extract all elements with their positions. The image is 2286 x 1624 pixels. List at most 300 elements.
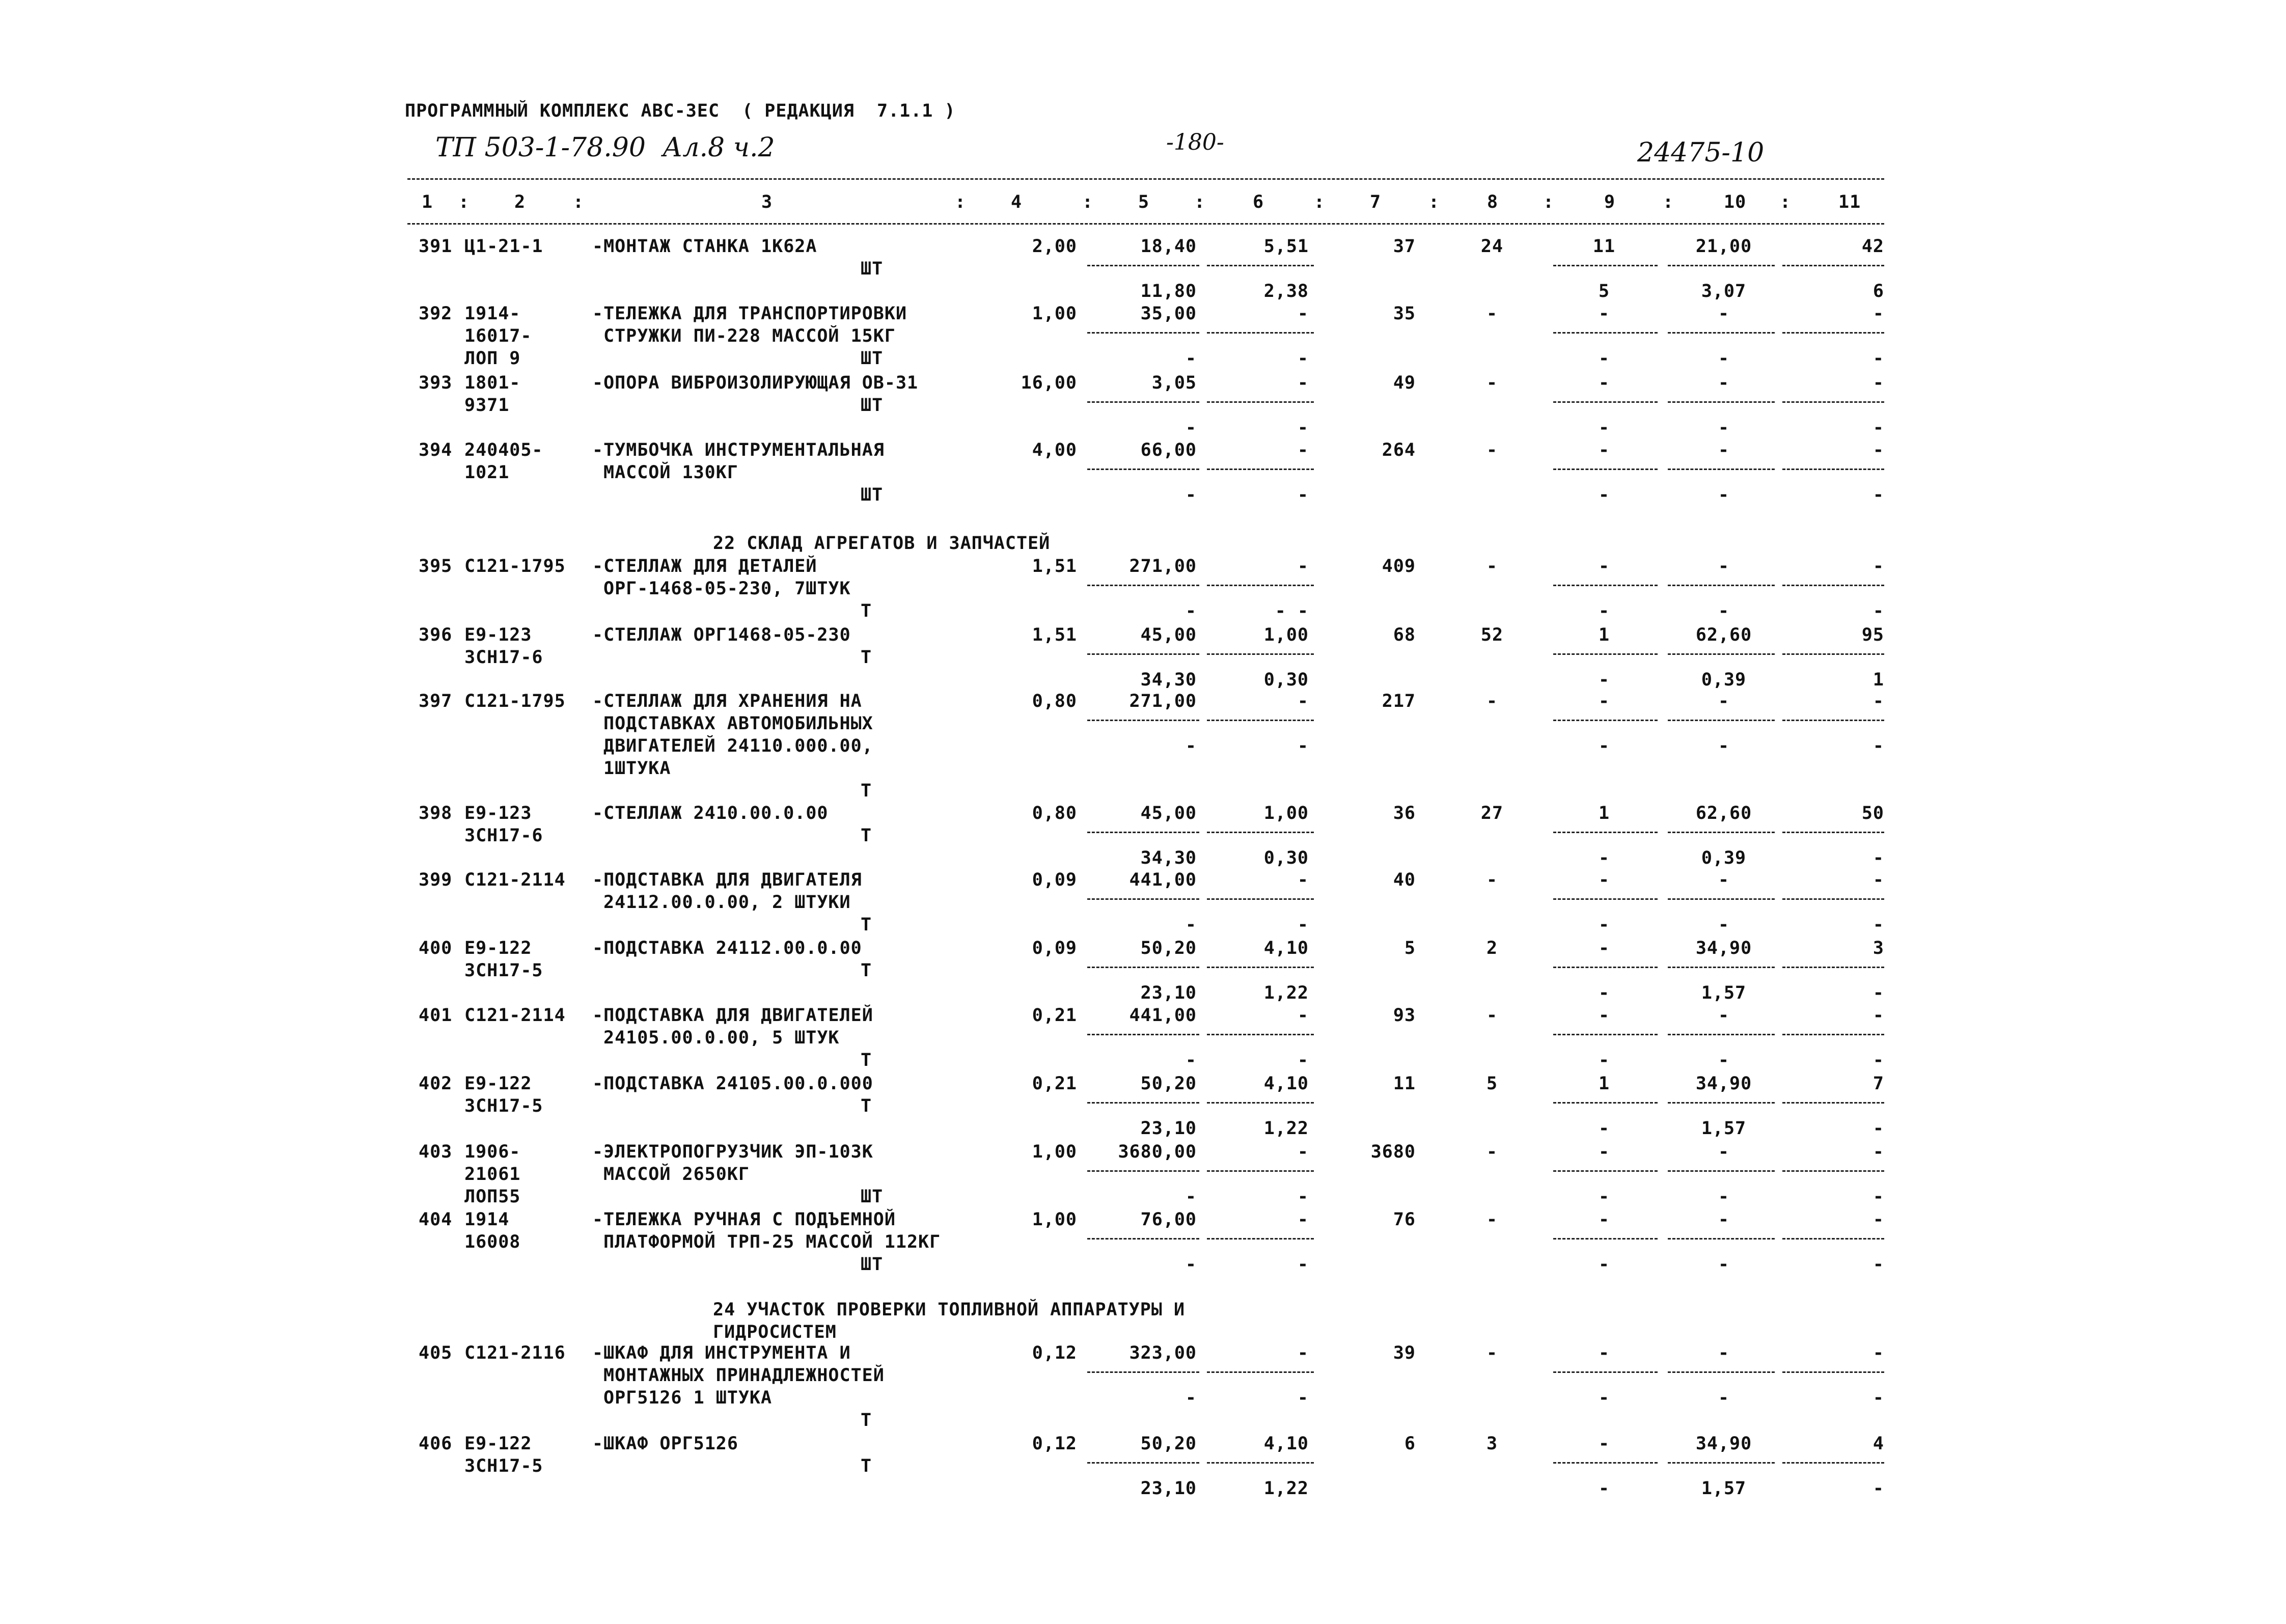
row-sub-c6: - [1297,1187,1309,1207]
row-number: 393 [419,373,453,393]
value-divider [1668,1170,1775,1172]
section-heading-cont: ГИДРОСИСТЕМ [713,1322,837,1342]
row-c10: - [1718,1343,1730,1363]
row-c8: - [1486,1209,1498,1230]
row-c11: - [1872,870,1884,890]
row-sub-c6: 1,22 [1263,1478,1309,1499]
row-description: 24105.00.0.00, 5 ШТУК [603,1028,840,1048]
value-divider [1782,401,1884,403]
value-divider [1553,1371,1658,1373]
row-sub-c10: - [1718,1050,1730,1070]
row-c9: 1 [1598,625,1610,645]
column-separator: : [1780,192,1792,212]
row-sub-c5: 34,30 [1140,670,1197,690]
row-c8: - [1486,373,1498,393]
value-divider [1087,265,1199,266]
row-sub-c9: - [1598,485,1610,505]
row-sub-c10: 1,57 [1701,1478,1747,1499]
row-c6: - [1297,870,1309,890]
column-separator: : [1314,192,1326,212]
row-c9: - [1598,1209,1610,1230]
row-sub-c9: - [1598,983,1610,1003]
row-sub-c10: 0,39 [1701,670,1747,690]
row-code: Е9-122 [464,1434,532,1454]
row-sub-c10: 1,57 [1701,1118,1747,1139]
row-sub-c6: 0,30 [1263,670,1309,690]
column-separator: : [458,192,470,212]
value-divider [1207,1102,1314,1104]
row-c10: 62,60 [1695,803,1752,823]
row-description: -ПОДСТАВКА 24112.00.0.00 [592,938,862,958]
row-c5: 50,20 [1140,1434,1197,1454]
row-c5: 50,20 [1140,1074,1197,1094]
row-description: ПОДСТАВКАХ АВТОМОБИЛЬНЫХ [603,713,873,734]
row-description: 1ШТУКА [603,758,671,779]
row-c8: - [1486,691,1498,711]
page-number: -180- [1166,129,1224,155]
row-quantity: 1,00 [1032,1209,1077,1230]
row-unit: ШТ [861,485,884,505]
row-sub-c10: - [1718,485,1730,505]
row-c9: - [1598,870,1610,890]
column-header-2: 2 [514,192,526,212]
row-c5: 3680,00 [1118,1142,1197,1162]
row-c9: 1 [1598,803,1610,823]
row-unit: Т [861,1096,872,1116]
row-c10: - [1718,304,1730,324]
row-c5: 45,00 [1140,625,1197,645]
row-unit: ШТ [861,395,884,416]
value-divider [1087,832,1199,833]
row-c10: - [1718,870,1730,890]
row-code: 240405- [464,440,543,460]
row-quantity: 0,09 [1032,870,1077,890]
row-quantity: 1,00 [1032,304,1077,324]
value-divider [1782,332,1884,334]
row-c7: 11 [1393,1074,1416,1094]
row-description: -МОНТАЖ СТАНКА 1К62А [592,236,817,257]
row-sub-c5: - [1185,736,1197,756]
row-description: -ТЕЛЕЖКА РУЧНАЯ С ПОДЪЕМНОЙ [592,1209,896,1230]
row-c6: - [1297,1005,1309,1026]
row-sub-c11: - [1872,1478,1884,1499]
column-separator: : [1543,192,1555,212]
row-description: МОНТАЖНЫХ ПРИНАДЛЕЖНОСТЕЙ [603,1365,885,1386]
row-sub-c10: - [1718,915,1730,935]
value-divider [1553,332,1658,334]
row-c10: - [1718,1142,1730,1162]
row-c7: 37 [1393,236,1416,257]
row-c6: 4,10 [1263,1074,1309,1094]
row-c5: 271,00 [1129,691,1197,711]
row-code: С121-1795 [464,556,566,576]
row-c7: 217 [1382,691,1416,711]
row-c10: - [1718,556,1730,576]
row-sub-c10: 3,07 [1701,281,1747,301]
row-c11: - [1872,304,1884,324]
row-c10: - [1718,691,1730,711]
value-divider [1668,832,1775,833]
row-c10: 34,90 [1695,1074,1752,1094]
row-c5: 18,40 [1140,236,1197,257]
column-separator: : [1194,192,1206,212]
column-separator: : [1428,192,1440,212]
row-sub-c10: - [1718,418,1730,438]
row-sub-c11: - [1872,915,1884,935]
row-quantity: 16,00 [1021,373,1077,393]
row-c7: 264 [1382,440,1416,460]
row-c11: 95 [1861,625,1884,645]
row-sub-c5: 23,10 [1140,1118,1197,1139]
row-description: МАССОЙ 130КГ [603,462,738,483]
row-sub-c10: - [1718,601,1730,621]
value-divider [1668,1371,1775,1373]
row-description: -СТЕЛЛАЖ ДЛЯ ХРАНЕНИЯ НА [592,691,862,711]
row-code: С121-2114 [464,1005,566,1026]
row-number: 399 [419,870,453,890]
value-divider [1782,1238,1884,1240]
row-c5: 3,05 [1151,373,1197,393]
row-sub-c11: 6 [1872,281,1884,301]
row-quantity: 2,00 [1032,236,1077,257]
value-divider [1668,653,1775,655]
row-number: 395 [419,556,453,576]
row-code: 3СН17-5 [464,1456,543,1476]
row-sub-c6: - - [1275,601,1309,621]
row-code: 16017- [464,326,532,346]
row-c5: 76,00 [1140,1209,1197,1230]
row-code: 1906- [464,1142,521,1162]
row-c9: - [1598,1434,1610,1454]
row-description: -ШКАФ ОРГ5126 [592,1434,738,1454]
row-c5: 50,20 [1140,938,1197,958]
row-description: ОРГ-1468-05-230, 7ШТУК [603,579,851,599]
row-c8: - [1486,556,1498,576]
row-sub-c6: - [1297,1050,1309,1070]
row-c11: 3 [1872,938,1884,958]
row-unit: Т [861,1456,872,1476]
row-c8: - [1486,1343,1498,1363]
row-c8: - [1486,870,1498,890]
value-divider [1553,1462,1658,1464]
row-sub-c6: - [1297,348,1309,369]
row-c9: 11 [1592,236,1616,257]
value-divider [1087,1371,1199,1373]
row-sub-c10: - [1718,1254,1730,1275]
row-quantity: 0,12 [1032,1343,1077,1363]
row-c7: 3680 [1370,1142,1416,1162]
row-sub-c5: - [1185,1050,1197,1070]
row-description: СТРУЖКИ ПИ-228 МАССОЙ 15КГ [603,326,896,346]
row-sub-c11: - [1872,1118,1884,1139]
row-c7: 40 [1393,870,1416,890]
row-quantity: 0,09 [1032,938,1077,958]
row-sub-c11: - [1872,1254,1884,1275]
row-c10: - [1718,440,1730,460]
row-unit: Т [861,781,872,801]
row-c10: 62,60 [1695,625,1752,645]
row-sub-c5: - [1185,915,1197,935]
row-c8: 52 [1480,625,1504,645]
row-number: 400 [419,938,453,958]
row-c8: - [1486,1142,1498,1162]
row-c10: - [1718,373,1730,393]
row-sub-c5: - [1185,418,1197,438]
row-quantity: 0,80 [1032,691,1077,711]
row-sub-c9: - [1598,1254,1610,1275]
row-description: 24112.00.0.00, 2 ШТУКИ [603,892,851,913]
row-sub-c11: - [1872,983,1884,1003]
value-divider [1782,720,1884,721]
row-c7: 36 [1393,803,1416,823]
column-header-1: 1 [422,192,433,212]
row-c11: - [1872,1005,1884,1026]
value-divider [1207,469,1314,470]
value-divider [1782,1462,1884,1464]
row-code: ЛОП 9 [464,348,521,369]
row-number: 401 [419,1005,453,1026]
row-sub-c9: - [1598,1187,1610,1207]
row-c8: - [1486,1005,1498,1026]
row-unit: Т [861,960,872,981]
section-heading: 22 СКЛАД АГРЕГАТОВ И ЗАПЧАСТЕЙ [713,533,1051,554]
row-c7: 6 [1404,1434,1416,1454]
row-code: С121-1795 [464,691,566,711]
row-sub-c9: - [1598,848,1610,868]
row-c6: - [1297,373,1309,393]
row-c7: 93 [1393,1005,1416,1026]
value-divider [1782,1102,1884,1104]
row-code: ЛОП55 [464,1187,521,1207]
value-divider [1207,1462,1314,1464]
row-c5: 271,00 [1129,556,1197,576]
row-sub-c9: - [1598,736,1610,756]
row-number: 396 [419,625,453,645]
row-sub-c10: - [1718,736,1730,756]
row-c5: 35,00 [1140,304,1197,324]
row-c6: - [1297,304,1309,324]
row-sub-c11: - [1872,348,1884,369]
row-sub-c11: - [1872,848,1884,868]
row-c8: 27 [1480,803,1504,823]
row-c10: 21,00 [1695,236,1752,257]
row-sub-c9: - [1598,915,1610,935]
row-code: 16008 [464,1232,521,1252]
value-divider [1668,332,1775,334]
row-sub-c5: - [1185,1388,1197,1408]
row-description: МАССОЙ 2650КГ [603,1164,750,1185]
value-divider [1207,1170,1314,1172]
value-divider [1087,1170,1199,1172]
value-divider [1087,585,1199,586]
row-c10: 34,90 [1695,1434,1752,1454]
value-divider [1553,1102,1658,1104]
row-c7: 39 [1393,1343,1416,1363]
row-sub-c5: - [1185,1187,1197,1207]
row-quantity: 1,00 [1032,1142,1077,1162]
row-sub-c9: - [1598,348,1610,369]
column-header-8: 8 [1487,192,1499,212]
column-header-10: 10 [1724,192,1747,212]
value-divider [1087,1462,1199,1464]
value-divider [1207,832,1314,833]
row-unit: ШТ [861,1187,884,1207]
row-c8: 5 [1486,1074,1498,1094]
row-c9: - [1598,556,1610,576]
row-c5: 441,00 [1129,1005,1197,1026]
row-sub-c11: - [1872,1187,1884,1207]
row-sub-c9: - [1598,1050,1610,1070]
row-unit: Т [861,601,872,621]
value-divider [1087,720,1199,721]
row-c9: - [1598,1343,1610,1363]
row-sub-c11: 1 [1872,670,1884,690]
value-divider [1207,401,1314,403]
row-c11: - [1872,1209,1884,1230]
column-separator: : [573,192,585,212]
value-divider [1207,898,1314,900]
row-number: 404 [419,1209,453,1230]
row-sub-c5: 23,10 [1140,1478,1197,1499]
row-sub-c6: - [1297,736,1309,756]
row-sub-c10: - [1718,1187,1730,1207]
row-sub-c11: - [1872,418,1884,438]
row-c11: 50 [1861,803,1884,823]
value-divider [1553,832,1658,833]
value-divider [1207,1034,1314,1035]
row-sub-c10: 0,39 [1701,848,1747,868]
row-sub-c10: - [1718,1388,1730,1408]
value-divider [1553,653,1658,655]
row-code: 9371 [464,395,510,416]
row-description: ДВИГАТЕЛЕЙ 24110.000.00, [603,736,873,756]
row-sub-c9: - [1598,670,1610,690]
row-c6: - [1297,691,1309,711]
row-c5: 323,00 [1129,1343,1197,1363]
row-sub-c6: - [1297,1254,1309,1275]
row-c8: 3 [1486,1434,1498,1454]
row-number: 394 [419,440,453,460]
row-sub-c9: - [1598,1478,1610,1499]
row-c10: - [1718,1005,1730,1026]
row-unit: ШТ [861,348,884,369]
row-description: -СТЕЛЛАЖ 2410.00.0.00 [592,803,829,823]
row-c9: - [1598,1005,1610,1026]
row-c11: - [1872,556,1884,576]
value-divider [1553,720,1658,721]
value-divider [1668,401,1775,403]
row-code: 1914- [464,304,521,324]
value-divider [1087,898,1199,900]
value-divider [1668,898,1775,900]
row-c11: - [1872,1142,1884,1162]
row-code: 1021 [464,462,510,483]
section-heading: 24 УЧАСТОК ПРОВЕРКИ ТОПЛИВНОЙ АППАРАТУРЫ И [713,1300,1186,1320]
row-c8: 24 [1480,236,1504,257]
doc-number: 24475-10 [1637,137,1765,168]
row-code: С121-2116 [464,1343,566,1363]
value-divider [1087,967,1199,968]
row-c6: - [1297,1343,1309,1363]
row-number: 397 [419,691,453,711]
row-code: 3СН17-5 [464,1096,543,1116]
row-sub-c10: - [1718,348,1730,369]
value-divider [1087,653,1199,655]
row-sub-c9: - [1598,1118,1610,1139]
row-c6: 4,10 [1263,938,1309,958]
header-rule-bottom [407,223,1884,225]
row-c6: 4,10 [1263,1434,1309,1454]
row-sub-c6: - [1297,485,1309,505]
row-sub-c6: 1,22 [1263,983,1309,1003]
row-sub-c5: 23,10 [1140,983,1197,1003]
row-description: -ПОДСТАВКА 24105.00.0.000 [592,1074,873,1094]
value-divider [1668,967,1775,968]
row-c7: 68 [1393,625,1416,645]
row-code: 21061 [464,1164,521,1185]
value-divider [1087,469,1199,470]
row-number: 398 [419,803,453,823]
value-divider [1782,898,1884,900]
value-divider [1207,1238,1314,1240]
row-code: С121-2114 [464,870,566,890]
value-divider [1668,1238,1775,1240]
row-sub-c5: - [1185,485,1197,505]
row-c9: - [1598,1142,1610,1162]
value-divider [1553,585,1658,586]
row-quantity: 0,21 [1032,1005,1077,1026]
row-description: -ЭЛЕКТРОПОГРУЗЧИК ЭП-103К [592,1142,873,1162]
row-c7: 5 [1404,938,1416,958]
row-sub-c6: - [1297,915,1309,935]
row-unit: Т [861,1410,872,1430]
row-c9: - [1598,440,1610,460]
column-header-9: 9 [1604,192,1616,212]
row-sub-c5: 34,30 [1140,848,1197,868]
row-description: ПЛАТФОРМОЙ ТРП-25 МАССОЙ 112КГ [603,1232,941,1252]
row-sub-c11: - [1872,736,1884,756]
value-divider [1553,1170,1658,1172]
column-separator: : [1082,192,1094,212]
value-divider [1207,332,1314,334]
row-code: 3СН17-5 [464,960,543,981]
row-sub-c6: - [1297,1388,1309,1408]
row-unit: ШТ [861,259,884,279]
value-divider [1087,1034,1199,1035]
row-sub-c5: 11,80 [1140,281,1197,301]
column-header-11: 11 [1838,192,1861,212]
column-header-4: 4 [1011,192,1023,212]
row-sub-c11: - [1872,1388,1884,1408]
row-code: 1801- [464,373,521,393]
row-quantity: 4,00 [1032,440,1077,460]
row-c6: - [1297,556,1309,576]
row-sub-c11: - [1872,485,1884,505]
row-sub-c10: 1,57 [1701,983,1747,1003]
value-divider [1087,401,1199,403]
value-divider [1553,1238,1658,1240]
value-divider [1207,585,1314,586]
row-number: 406 [419,1434,453,1454]
row-c11: - [1872,440,1884,460]
value-divider [1553,401,1658,403]
value-divider [1087,332,1199,334]
row-description: ОРГ5126 1 ШТУКА [603,1388,773,1408]
row-c6: 5,51 [1263,236,1309,257]
value-divider [1668,585,1775,586]
row-c5: 66,00 [1140,440,1197,460]
row-number: 402 [419,1074,453,1094]
